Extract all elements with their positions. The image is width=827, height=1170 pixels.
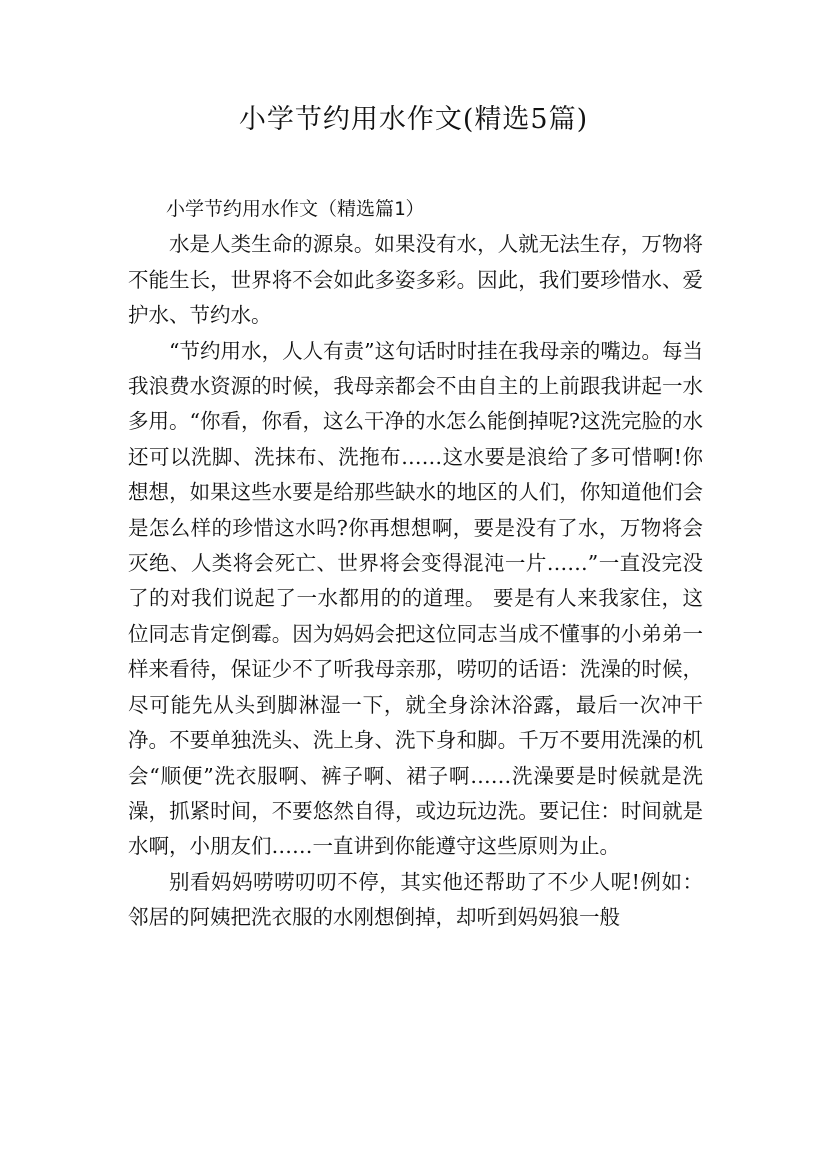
document-body bbox=[128, 192, 703, 936]
paragraph-3: 别看妈妈唠唠叨叨不停，其实他还帮助了不少人呢!例如：邻居的阿姨把洗衣服的水刚想倒掉，却听到妈妈狼一般 bbox=[128, 869, 703, 930]
paragraph-2: “节约用水，人人有责”这句话时时挂在我母亲的嘴边。每当我浪费水资源的时候，我母亲都会不由自主的上前跟我讲起一水多用。“你看，你看，这么干净的水怎么能倒掉呢?这洗完脸的水还可以洗脚、洗抹布、洗拖布……这水要是浪给了多可惜啊!你想想，如果这些水要是给那些缺水的地区的人们，你知道他们会是怎么样的珍惜这水吗?你再想想啊，要是没有了水，万物将会灭绝、人类将会死亡、世界将会变得混沌一片……”一直没完没了的对我们说起了一水都用的的道理。 要是有人来我家住，这位同志肯定倒霉。因为妈妈会把这位同志当成不懂事的小弟弟一样来看待，保证少不了听我母亲那，唠叨的话语：洗澡的时候，尽可能先从头到脚淋湿一下，就全身涂沐浴露，最后一次冲干净。不要单独洗头、洗上身、洗下身和脚。千万不要用洗澡的机会“顺便”洗衣服啊、裤子啊、裙子啊……洗澡要是时候就是洗澡，抓紧时间，不要悠然自得，或边玩边洗。要记住：时间就是水啊，小朋友们……一直讲到你能遵守这些原则为止。 bbox=[128, 338, 703, 859]
section-heading: 小学节约用水作文（精选篇1） bbox=[166, 198, 425, 220]
paragraph-1: 水是人类生命的源泉。如果没有水，人就无法生存，万物将不能生长，世界将不会如此多姿多彩。因此，我们要珍惜水、爱护水、节约水。 bbox=[128, 232, 703, 328]
document-title: 小学节约用水作文(精选5篇) bbox=[238, 104, 589, 135]
